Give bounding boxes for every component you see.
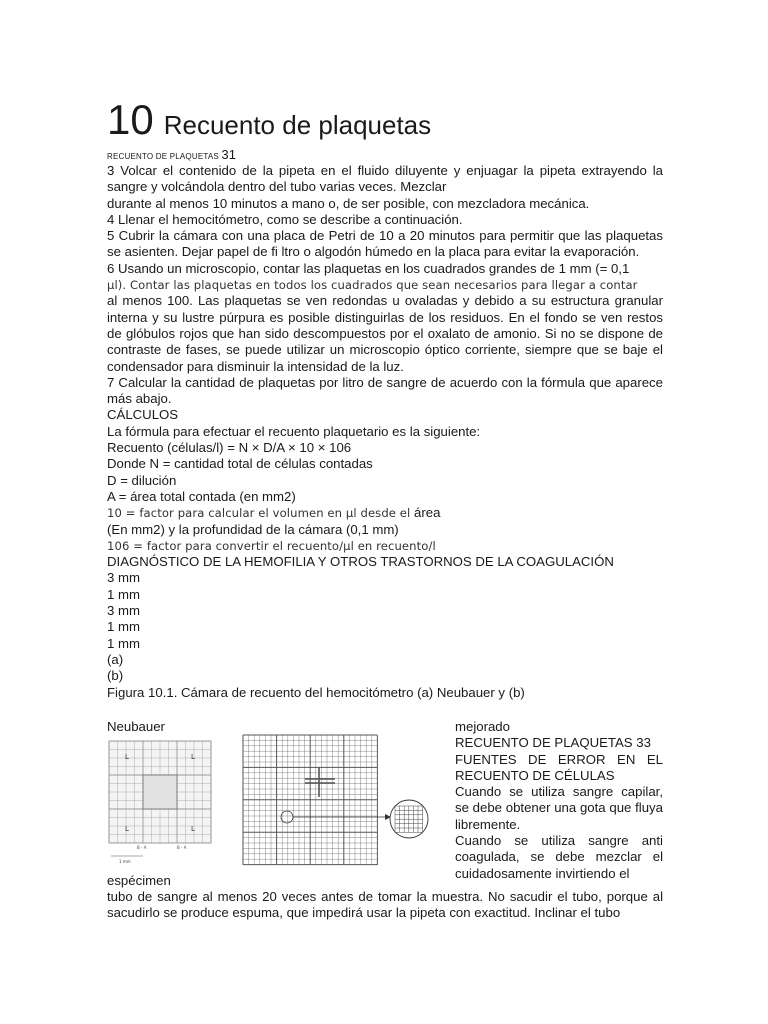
formula: Recuento (células/l) = N × D/A × 10 × 106 (107, 440, 352, 456)
chapter-title-text: Recuento de plaquetas (163, 110, 432, 140)
measure-2: 1 mm (107, 586, 140, 602)
def-n: Donde N = cantidad total de células contadas (107, 456, 373, 472)
def-10 (107, 505, 663, 521)
def-10-area: área (414, 505, 441, 521)
figure-b-zoom-origin (281, 811, 293, 823)
def-10-text: 10 = factor para calcular el volumen en µl desde el (107, 506, 411, 521)
right-column (455, 719, 663, 882)
capilar-paragraph: Cuando se utiliza sangre capilar, se debe obtener una gota que fluya libremente. (455, 784, 663, 832)
paragraph-step3: 3 Volcar el contenido de la pipeta en el fluido diluyente y enjuagar la pipeta extrayendo la sangre y volcándola dentro del tubo varias veces. Mezclar (107, 163, 663, 195)
calc-heading: CÁLCULOS (107, 407, 179, 423)
figure-a-label-bl: L (125, 825, 129, 833)
figure-b-improved-neubauer-grid (235, 731, 445, 869)
measure-1: 3 mm (107, 570, 140, 586)
running-head-label: RECUENTO DE PLAQUETAS (107, 152, 219, 161)
def-a: A = área total contada (en mm2) (107, 488, 296, 504)
anticoagulada-paragraph: Cuando se utiliza sangre anti coagulada, se debe mezclar el cuidadosamente invirtiendo el (455, 833, 663, 881)
figure-a-neubauer-grid (107, 739, 213, 866)
figure-a-label-tr: L (191, 753, 195, 761)
measure-5: 1 mm (107, 635, 140, 651)
figure-caption: Figura 10.1. Cámara de recuento del hemocitómetro (a) Neubauer y (b) (107, 684, 525, 700)
calc-intro: La fórmula para efectuar el recuento plaquetario es la siguiente: (107, 423, 481, 439)
paragraph-step6-line1: 6 Usando un microscopio, contar las plaquetas en los cuadrados grandes de 1 mm (= 0,1 (107, 260, 630, 276)
figure-a-label-br: L (191, 825, 195, 833)
mejorado-label: mejorado (455, 719, 510, 734)
figure-a-label-tl: L (125, 753, 129, 761)
def-10-cont: (En mm2) y la profundidad de la cámara (0,1 mm) (107, 521, 399, 537)
paragraph-step4: 4 Llenar el hemocitómetro, como se describe a continuación. (107, 211, 463, 227)
paragraph-step6-line2: µl). Contar las plaquetas en todos los cuadrados que sean necesarios para llegar a contar (107, 278, 638, 293)
def-d: D = dilución (107, 472, 177, 488)
chapter-number: 10 (107, 96, 154, 143)
paragraph-step5: 5 Cubrir la cámara con una placa de Petri de 10 a 20 minutos para permitir que las plaquetas se asienten. Dejar papel de fi ltro o algodón húmedo en la placa para evitar la evaporación. (107, 228, 663, 260)
measure-3: 3 mm (107, 603, 140, 619)
figure-a-center-square (143, 775, 177, 809)
especimen-label: espécimen (107, 873, 171, 888)
figure-a-scale-label: 1 mm (119, 859, 131, 864)
body-text (107, 163, 663, 701)
fuentes-heading: FUENTES DE ERROR EN EL RECUENTO DE CÉLULAS (455, 751, 663, 783)
paragraph-step7: 7 Calcular la cantidad de plaquetas por litro de sangre de acuerdo con la fórmula que aparece más abajo. (107, 374, 663, 407)
running-head (107, 147, 236, 162)
paragraph-step6-rest: al menos 100. Las plaquetas se ven redondas u ovaladas y debido a su estructura granular interna y su lustre púrpura es posible distinguirlas de los residuos. En el fondo se ven restos de glóbulos rojos que han sido descompuestos por el oxalato de amonio. Si no se dispone de contraste de fases, se puede utilizar un microscopio óptico corriente, siempre que se baje el condensador para disminuir la intensidad de la luz. (107, 293, 663, 374)
chapter-title (107, 96, 431, 144)
figure-b-gridlines (243, 735, 377, 865)
running-head-33: RECUENTO DE PLAQUETAS 33 (455, 735, 651, 751)
diag-heading: DIAGNÓSTICO DE LA HEMOFILIA Y OTROS TRASTORNOS DE LA COAGULACIÓN (107, 554, 614, 570)
running-head-page: 31 (221, 147, 237, 162)
neubauer-label: Neubauer (107, 719, 165, 734)
label-a: (a) (107, 651, 124, 667)
figure-a-bottom-label-1: B - A (137, 845, 147, 850)
def-106: 106 = factor para convertir el recuento/µl en recuento/l (107, 538, 436, 553)
paragraph-step3-cont: durante al menos 10 minutos a mano o, de ser posible, con mezcladora mecánica. (107, 195, 590, 211)
bottom-paragraph: tubo de sangre al menos 20 veces antes de tomar la muestra. No sacudir el tubo, porque al sacudirlo se produce espuma, que impedirá usar la pipeta con exactitud. Inclinar el tubo (107, 889, 663, 921)
figure-a-bottom-label-2: B - A (177, 845, 187, 850)
measure-4: 1 mm (107, 619, 140, 635)
label-b: (b) (107, 668, 124, 684)
